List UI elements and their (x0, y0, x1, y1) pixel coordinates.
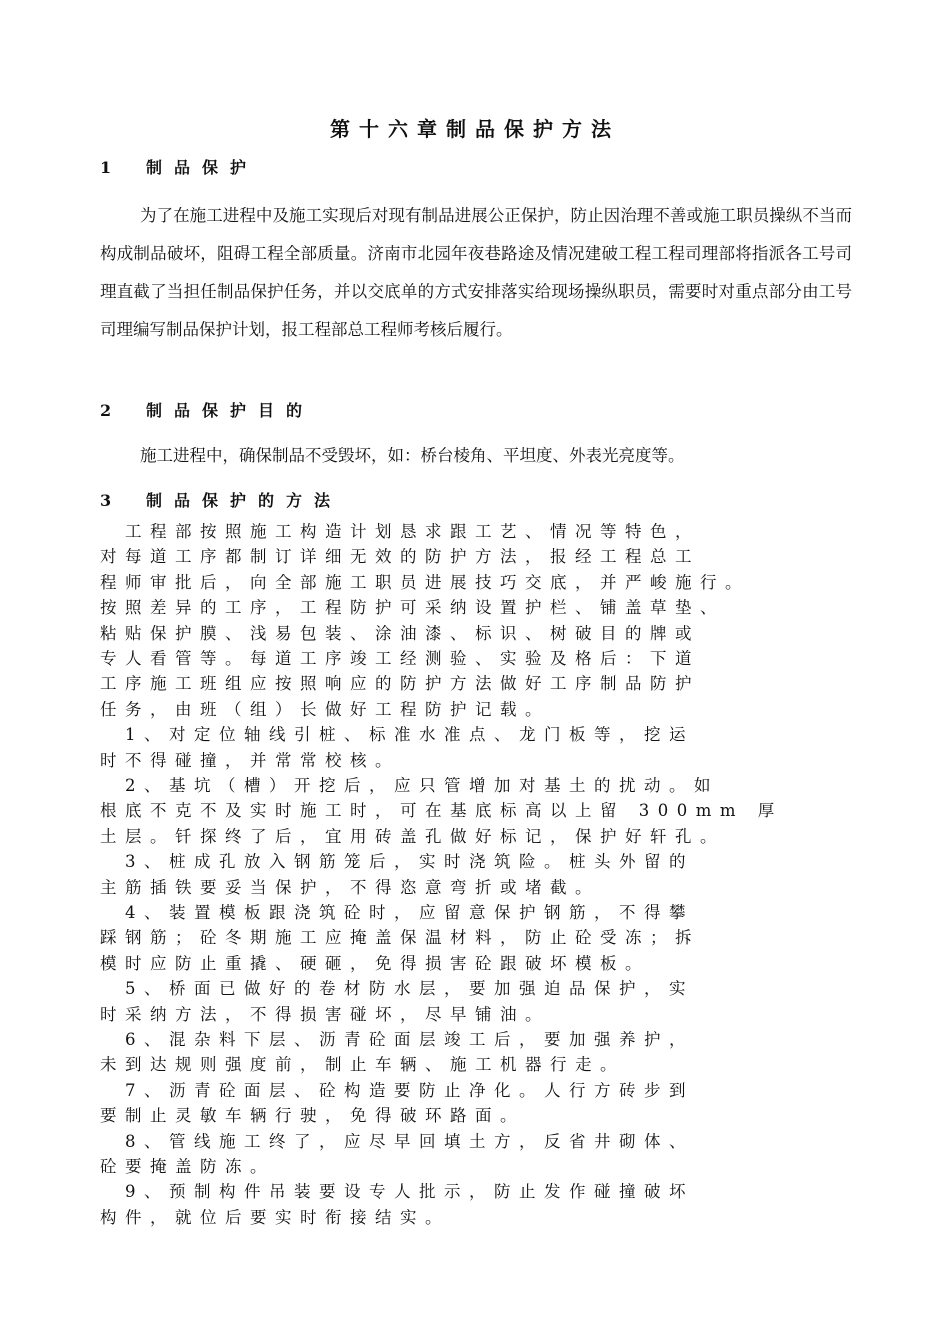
text-line: 时不得碰撞，并常常校核。 (100, 750, 400, 770)
text-line: 时采纳方法，不得损害碰坏，尽早铺油。 (100, 1004, 550, 1024)
text-line: 未到达规则强度前，制止车辆、施工机器行走。 (100, 1055, 625, 1075)
text-line: 按照差异的工序，工程防护可采纳设置护栏、铺盖草垫、 (100, 598, 725, 618)
text-line: 踩钢筋；砼冬期施工应掩盖保温材料，防止砼受冻；拆 (100, 928, 700, 948)
text-line: 要制止灵敏车辆行驶，免得破环路面。 (100, 1106, 525, 1126)
text-line: 8、管线施工终了，应尽早回填土方，反省井砌体、 (100, 1131, 694, 1151)
section-number: 1 (100, 158, 112, 177)
section-heading-2 (100, 398, 314, 421)
paragraph-purpose: 施工进程中，确保制品不受毁坏，如：桥台棱角、平坦度、外表光亮度等。 (140, 446, 685, 465)
text-line: 1、对定位轴线引桩、标准水准点、龙门板等，挖运 (100, 725, 694, 745)
text-line: 根底不克不及实时施工时，可在基底标高以上留 300mm 厚 (100, 801, 783, 821)
section-number: 2 (100, 401, 112, 420)
text-line: 3、桩成孔放入钢筋笼后，实时浇筑险。桩头外留的 (100, 852, 694, 872)
text-line: 主筋插铁要妥当保护，不得恣意弯折或堵截。 (100, 877, 600, 897)
text-line: 4、装置模板跟浇筑砼时，应留意保护钢筋，不得攀 (100, 903, 694, 922)
text-line: 土层。钎探终了后，宜用砖盖孔做好标记，保护好轩孔。 (100, 826, 725, 846)
section-heading-3 (100, 488, 342, 511)
text-line: 工序施工班组应按照响应的防护方法做好工序制品防护 (100, 674, 700, 694)
text-line: 构件，就位后要实时衔接结实。 (100, 1207, 450, 1227)
text-line: 6、混杂料下层、沥青砼面层竣工后，要加强养护， (100, 1030, 694, 1049)
page-title: 第十六章制品保护方法 (330, 117, 620, 141)
text-line: 砼要掩盖防冻。 (100, 1157, 275, 1176)
section-heading-text: 制品保护的方法 (146, 491, 343, 510)
text-line: 5、桥面已做好的卷材防水层，要加强迫品保护，实 (100, 979, 694, 999)
text-line: 2、基坑（槽）开挖后，应只管增加对基土的扰动。如 (100, 776, 719, 795)
section-number: 3 (100, 491, 112, 510)
text-line: 对每道工序都制订详细无效的防护方法，报经工程总工 (100, 547, 700, 567)
section-heading-1 (100, 155, 258, 178)
text-line: 7、沥青砼面层、砼构造要防止净化。人行方砖步到 (100, 1080, 694, 1100)
section-heading-text: 制品保护 (146, 158, 259, 177)
text-line: 程师审批后，向全部施工职员进展技巧交底，并严峻施行。 (100, 572, 750, 592)
text-line: 模时应防止重撬、硬砸，免得损害砼跟破坏模板。 (100, 953, 650, 973)
text-line: 专人看管等。每道工序竣工经测验、实验及格后：下道 (100, 649, 700, 668)
text-line: 粘贴保护膜、浅易包装、涂油漆、标识、树破目的牌或 (100, 623, 700, 643)
text-line: 工程部按照施工构造计划恳求跟工艺、情况等特色， (100, 522, 700, 541)
paragraph-intro: 为了在施工进程中及施工实现后对现有制品进展公正保护，防止因治理不善或施工职员操纵不当而构成制品破坏，阻碍工程全部质量。济南市北园年夜巷路途及情况建破工程工程司理部将指派各工号司理直截了当担任制品保护任务，并以交底单的方式安排落实给现场操纵职员，需要时对重点部分由工号司理编写制品保护计划，报工程部总工程师考核后履行。 (100, 206, 852, 339)
text-line: 9、预制构件吊装要设专人批示，防止发作碰撞破坏 (100, 1182, 694, 1202)
section-heading-text: 制品保护目的 (146, 401, 315, 420)
text-line: 任务，由班（组）长做好工程防护记载。 (100, 699, 550, 719)
